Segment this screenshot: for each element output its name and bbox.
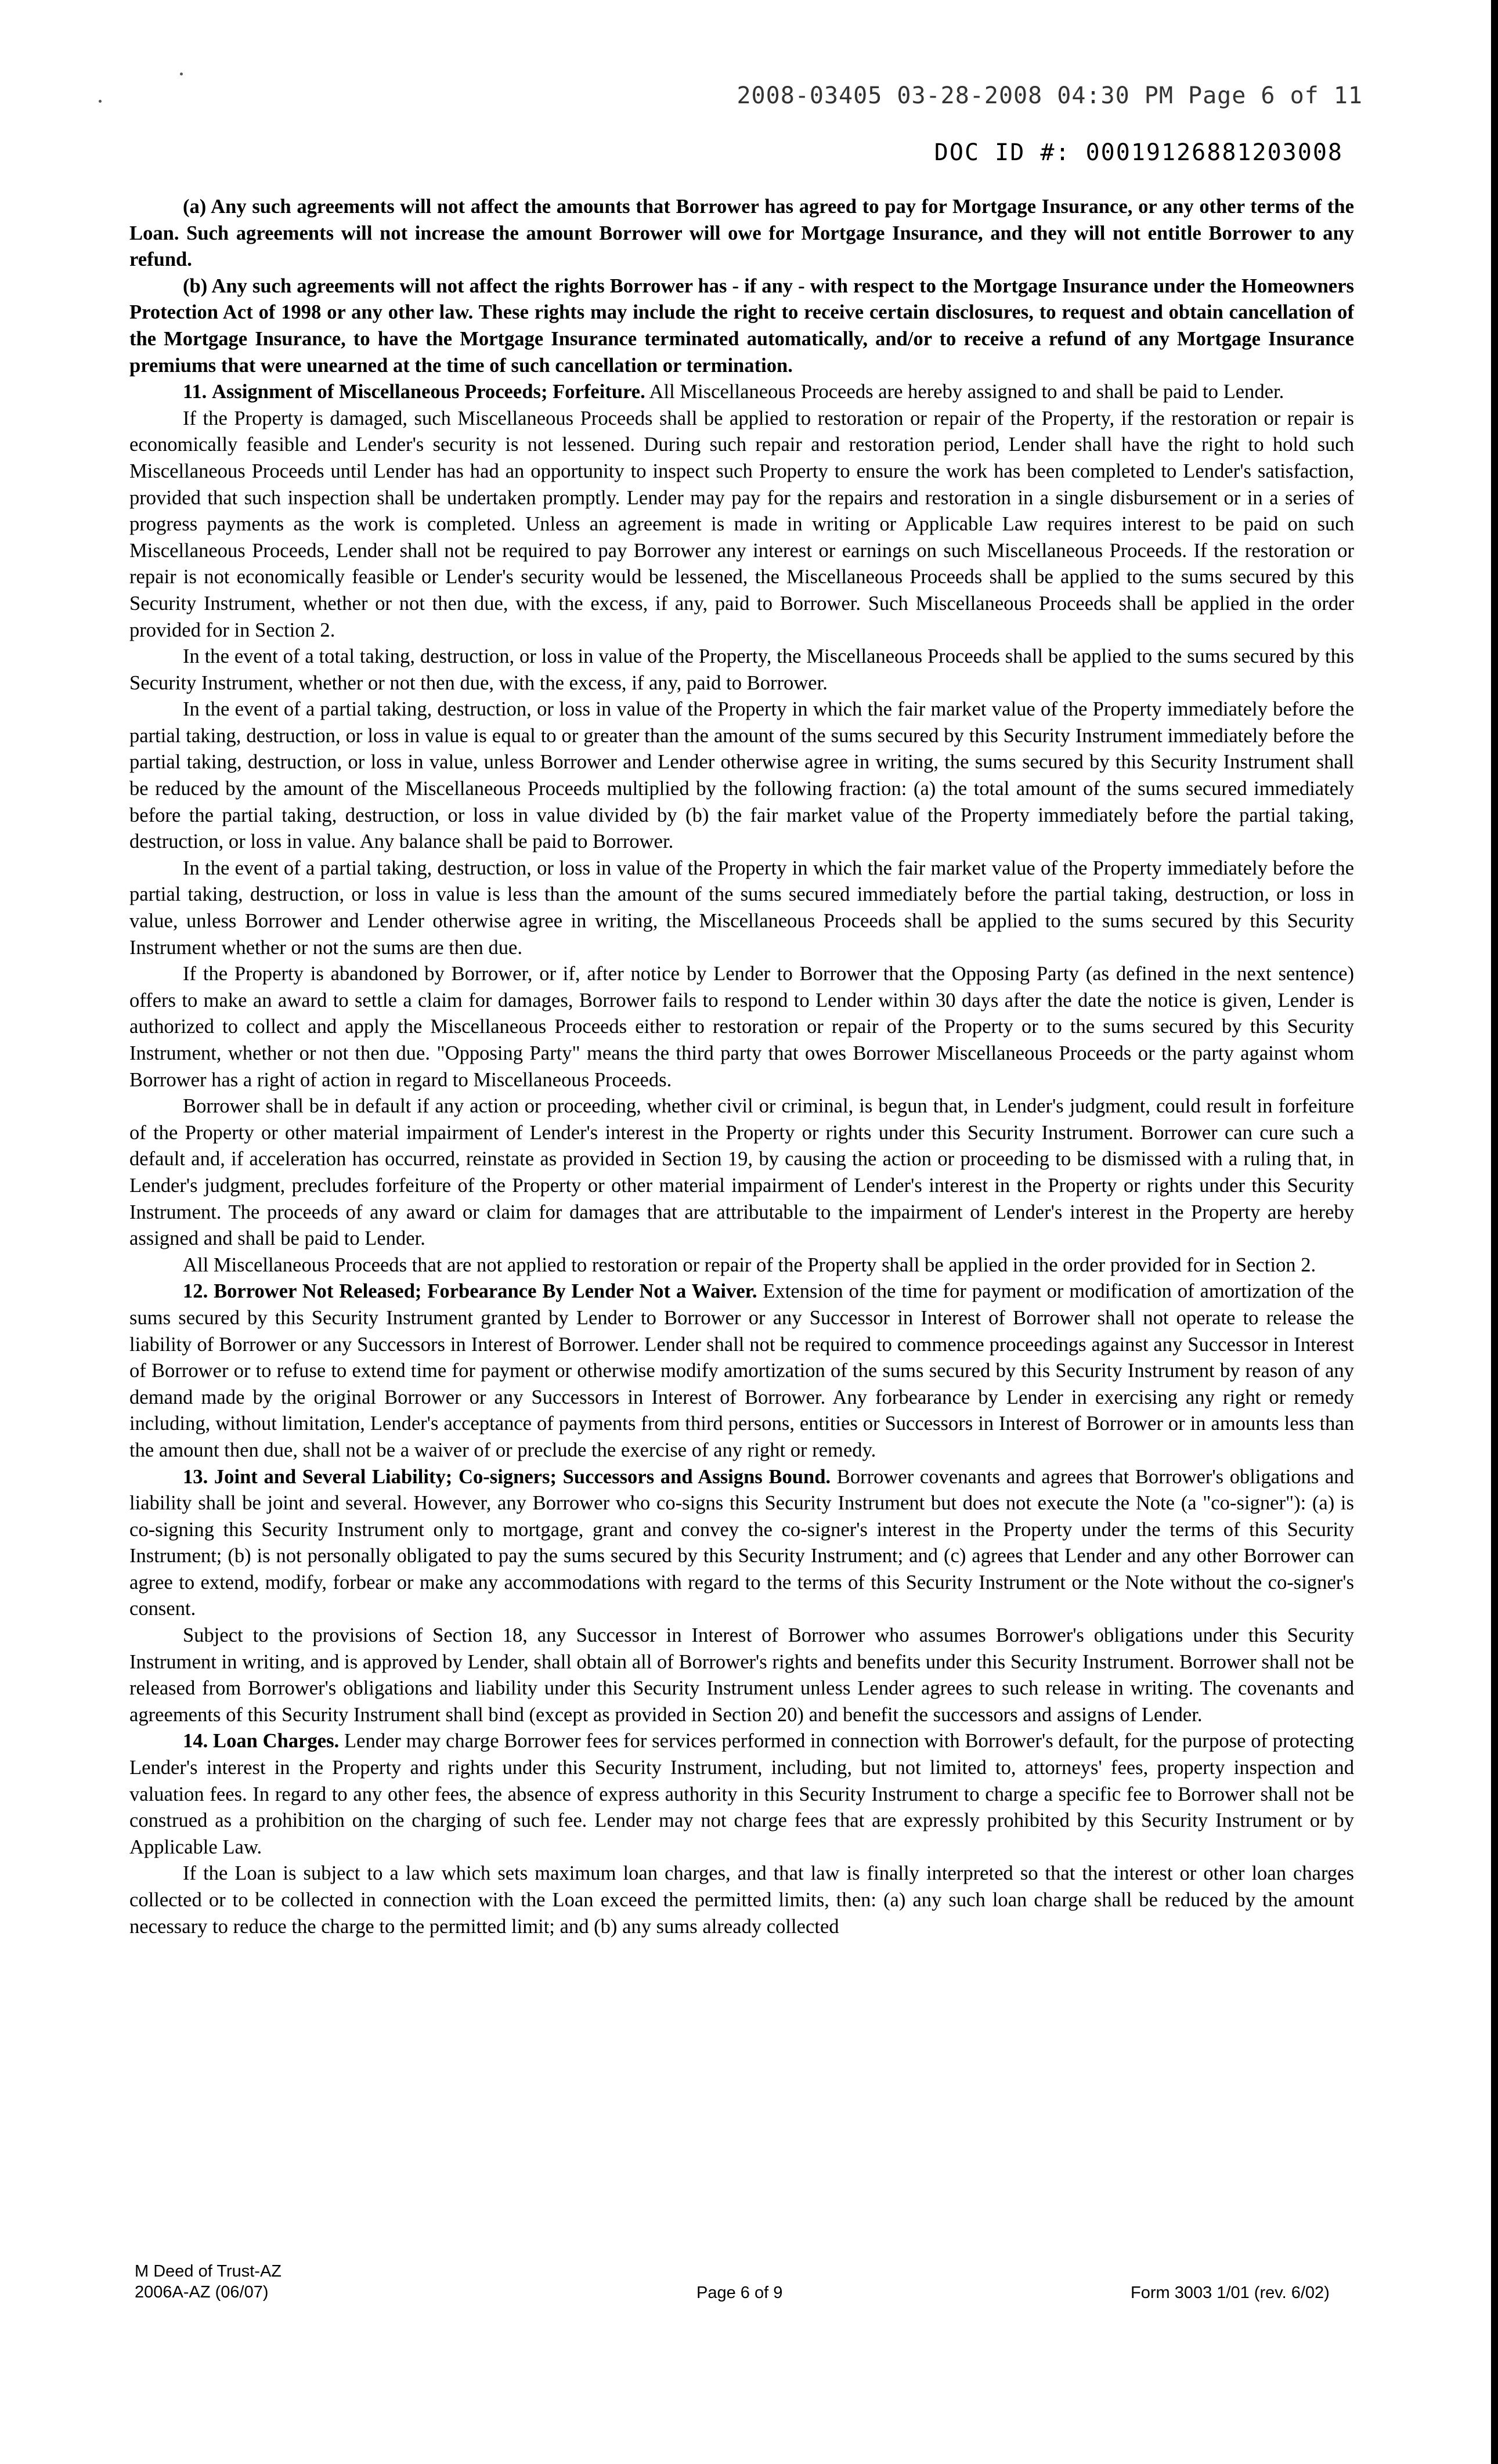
section-heading: Borrower Not Released; Forbearance By Lender Not a Waiver.	[214, 1280, 757, 1303]
fax-stamp: 2008-03405 03-28-2008 04:30 PM Page 6 of 11	[737, 82, 1363, 109]
paragraph: Subject to the provisions of Section 18, any Successor in Interest of Borrower who assumes Borrower's obligations under this Security Instrument in writing, and is approved by Lender, shall obtain all of Borrower's rights and benefits under this Security Instrument. Borrower shall not be released from Borrower's obligations and liability under this Security Instrument unless Lender agrees to such release in writing. The covenants and agreements of this Security Instrument shall bind (except as provided in Section 20) and benefit the successors and assigns of Lender.	[129, 1624, 1354, 1726]
form-code: 2006A-AZ (06/07)	[135, 2283, 269, 2302]
form-number: Form 3003 1/01 (rev. 6/02)	[1131, 2284, 1330, 2302]
paragraph: If the Property is damaged, such Miscellaneous Proceeds shall be applied to restoration or repair of the Property, if the restoration or repair is economically feasible and Lender's security is not lessened. During such repair and restoration period, Lender shall have the right to hold such Miscellaneous Proceeds until Lender has had an opportunity to inspect such Property to ensure the work has been completed to Lender's satisfaction, provided that such inspection shall be undertaken promptly. Lender may pay for the repairs and restoration in a single disbursement or in a series of progress payments as the work is completed. Unless an agreement is made in writing or Applicable Law requires interest to be paid on such Miscellaneous Proceeds, Lender shall not be required to pay Borrower any interest or earnings on such Miscellaneous Proceeds. If the restoration or repair is not economically feasible or Lender's security would be lessened, the Miscellaneous Proceeds shall be applied to the sums secured by this Security Instrument, whether or not then due, with the excess, if any, paid to Borrower. Such Miscellaneous Proceeds shall be applied in the order provided for in Section 2.	[129, 407, 1354, 641]
section-14	[129, 1728, 1354, 1860]
section-number: 13.	[183, 1465, 208, 1488]
document-body	[129, 194, 1354, 1940]
section-number: 11.	[183, 381, 207, 403]
section-13	[129, 1464, 1354, 1623]
form-name: M Deed of Trust-AZ	[135, 2262, 282, 2281]
section-text: Lender may charge Borrower fees for services performed in connection with Borrower's default, for the purpose of protecting Lender's interest in the Property and rights under this Security Instrument, including, but not limited to, attorneys' fees, property inspection and valuation fees. In regard to any other fees, the absence of express authority in this Security Instrument to charge a specific fee to Borrower shall not be construed as a prohibition on the charging of such fee. Lender may not charge fees that are expressly prohibited by this Security Instrument or by Applicable Law.	[129, 1730, 1354, 1858]
section-text: All Miscellaneous Proceeds are hereby assigned to and shall be paid to Lender.	[649, 381, 1284, 403]
scan-speck	[99, 100, 102, 103]
section-number: 14.	[183, 1730, 208, 1753]
footer-form-info	[135, 2261, 281, 2303]
paragraph: If the Property is abandoned by Borrower, or if, after notice by Lender to Borrower that the Opposing Party (as defined in the next sentence) offers to make an award to settle a claim for damages, Borrower fails to respond to Lender within 30 days after the date the notice is given, Lender is authorized to collect and apply the Miscellaneous Proceeds either to restoration or repair of the Property or to the sums secured by this Security Instrument, whether or not then due. "Opposing Party" means the third party that owes Borrower Miscellaneous Proceeds or the party against whom Borrower has a right of action in regard to Miscellaneous Proceeds.	[129, 963, 1354, 1091]
paragraph: If the Loan is subject to a law which sets maximum loan charges, and that law is finally interpreted so that the interest or other loan charges collected or to be collected in connection with the Loan exceed the permitted limits, then: (a) any such loan charge shall be reduced by the amount necessary to reduce the charge to the permitted limit; and (b) any sums already collected	[129, 1862, 1354, 1938]
section-number: 12.	[183, 1280, 208, 1303]
section-text: Borrower covenants and agrees that Borrower's obligations and liability shall be joint and several. However, any Borrower who co-signs this Security Instrument but does not execute the Note (a "co-signer"): (a) is co-signing this Security Instrument only to mortgage, grant and convey the co-signer's interest in the Property under the terms of this Security Instrument; (b) is not personally obligated to pay the sums secured by this Security Instrument; and (c) agrees that Lender and any other Borrower can agree to extend, modify, forbear or make any accommodations with regard to the terms of this Security Instrument or the Note without the co-signer's consent.	[129, 1465, 1354, 1620]
section-text: Extension of the time for payment or modification of amortization of the sums secured by this Security Instrument granted by Lender to Borrower or any Successor in Interest of Borrower shall not operate to release the liability of Borrower or any Successors in Interest of Borrower. Lender shall not be required to commence proceedings against any Successor in Interest of Borrower or to refuse to extend time for payment or otherwise modify amortization of the sums secured by this Security Instrument by reason of any demand made by the original Borrower or any Successors in Interest of Borrower. Any forbearance by Lender in exercising any right or remedy including, without limitation, Lender's acceptance of payments from third persons, entities or Successors in Interest of Borrower or in amounts less than the amount then due, shall not be a waiver of or preclude the exercise of any right or remedy.	[129, 1280, 1354, 1461]
paragraph: All Miscellaneous Proceeds that are not applied to restoration or repair of the Property shall be applied in the order provided for in Section 2.	[183, 1253, 1316, 1276]
scan-speck	[180, 73, 183, 75]
paragraph: Borrower shall be in default if any action or proceeding, whether civil or criminal, is begun that, in Lender's judgment, could result in forfeiture of the Property or other material impairment of Lender's interest in the Property or rights under this Security Instrument. Borrower can cure such a default and, if acceleration has occurred, reinstate as provided in Section 19, by causing the action or proceeding to be dismissed with a ruling that, in Lender's judgment, precludes forfeiture of the Property or other material impairment of Lender's interest in the Property or rights under this Security Instrument. The proceeds of any award or claim for damages that are attributable to the impairment of Lender's interest in the Property are hereby assigned and shall be paid to Lender.	[129, 1095, 1354, 1250]
section-11	[129, 379, 1354, 406]
paragraph: In the event of a total taking, destruction, or loss in value of the Property, the Miscellaneous Proceeds shall be applied to the sums secured by this Security Instrument, whether or not then due, with the excess, if any, paid to Borrower.	[129, 645, 1354, 694]
paragraph-b: (b) Any such agreements will not affect the rights Borrower has - if any - with respect to the Mortgage Insurance under the Homeowners Protection Act of 1998 or any other law. These rights may include the right to receive certain disclosures, to request and obtain cancellation of the Mortgage Insurance, to have the Mortgage Insurance terminated automatically, and/or to receive a refund of any Mortgage Insurance premiums that were unearned at the time of such cancellation or termination.	[129, 274, 1354, 377]
section-heading: Joint and Several Liability; Co-signers; Successors and Assigns Bound.	[214, 1465, 831, 1488]
paragraph-a: (a) Any such agreements will not affect the amounts that Borrower has agreed to pay for Mortgage Insurance, or any other terms of the Loan. Such agreements will not increase the amount Borrower will owe for Mortgage Insurance, and they will not entitle Borrower to any refund.	[129, 196, 1354, 271]
paragraph: In the event of a partial taking, destruction, or loss in value of the Property in which the fair market value of the Property immediately before the partial taking, destruction, or loss in value is less than the amount of the sums secured immediately before the partial taking, destruction, or loss in value, unless Borrower and Lender otherwise agree in writing, the Miscellaneous Proceeds shall be applied to the sums secured by this Security Instrument whether or not the sums are then due.	[129, 857, 1354, 959]
section-heading: Assignment of Miscellaneous Proceeds; Forfeiture.	[211, 381, 645, 403]
section-12	[129, 1278, 1354, 1464]
paragraph: In the event of a partial taking, destruction, or loss in value of the Property in which the fair market value of the Property immediately before the partial taking, destruction, or loss in value is equal to or greater than the amount of the sums secured by this Security Instrument immediately before the partial taking, destruction, or loss in value, unless Borrower and Lender otherwise agree in writing, the sums secured by this Security Instrument shall be reduced by the amount of the Miscellaneous Proceeds multiplied by the following fraction: (a) the total amount of the sums secured immediately before the partial taking, destruction, or loss in value divided by (b) the fair market value of the Property immediately before the partial taking, destruction, or loss in value. Any balance shall be paid to Borrower.	[129, 698, 1354, 853]
section-heading: Loan Charges.	[213, 1730, 340, 1753]
page-number: Page 6 of 9	[696, 2284, 783, 2302]
doc-id: DOC ID #: 00019126881203008	[934, 139, 1343, 166]
